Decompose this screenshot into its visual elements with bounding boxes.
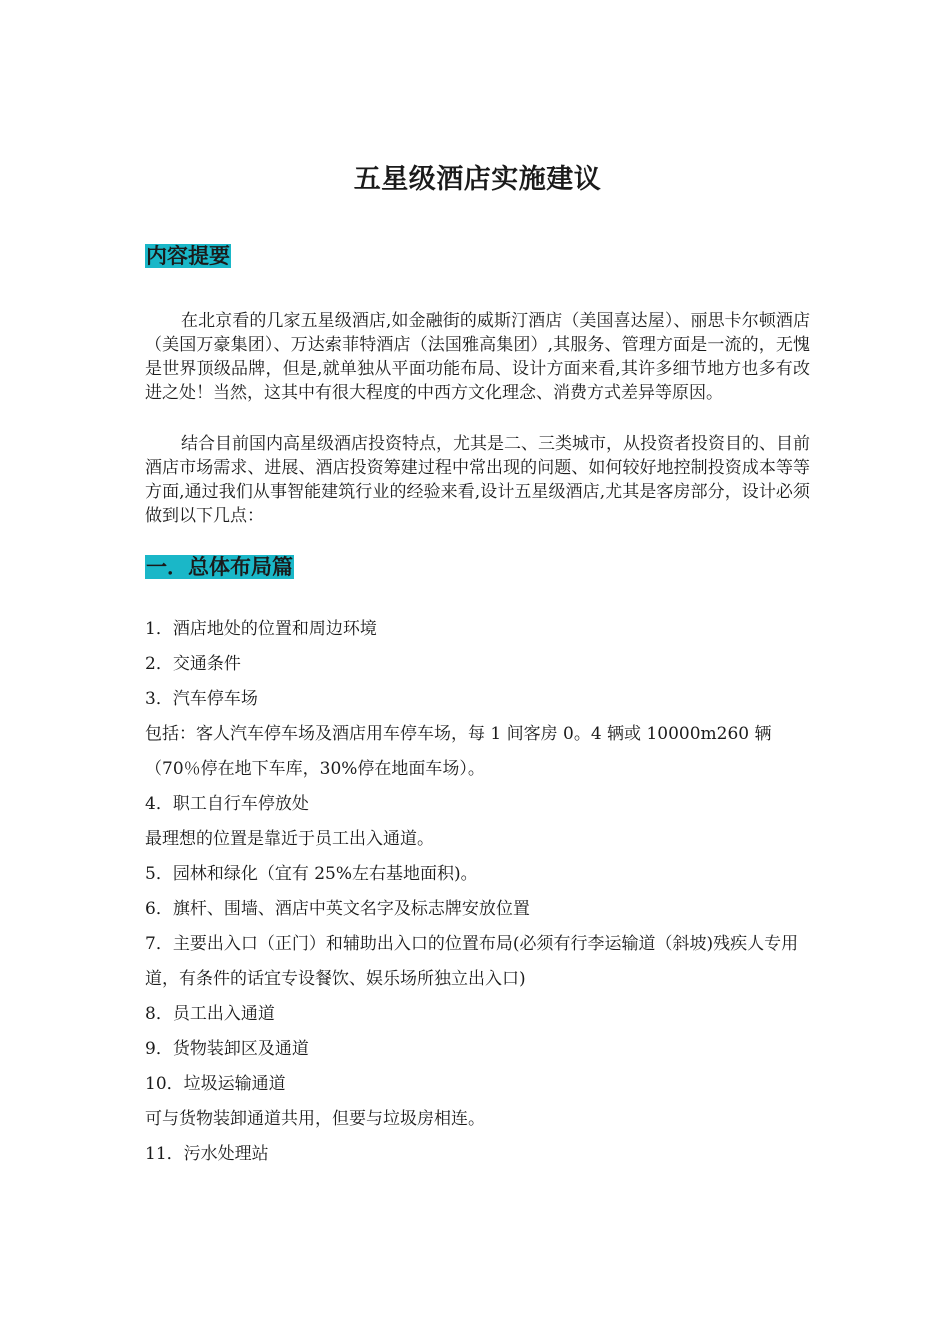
list-item: 9．货物装卸区及通道 xyxy=(145,1039,309,1059)
summary-heading: 内容提要 xyxy=(146,244,230,268)
summary-paragraph-1: 在北京看的几家五星级酒店,如金融街的威斯汀酒店（美国喜达屋）、丽思卡尔顿酒店（美国万豪集团）、万达索菲特酒店（法国雅高集团）,其服务、管理方面是一流的，无愧是世界顶级品牌，但是,就单独从平面功能布局、设计方面来看,其许多细节地方也多有改进之处！当然，这其中有很大程度的中西方文化理念、消费方式差异等原因。 xyxy=(145,311,810,403)
list-item: 2．交通条件 xyxy=(145,654,241,674)
list-item-detail: 最理想的位置是靠近于员工出入通道。 xyxy=(145,829,434,849)
document-title: 五星级酒店实施建议 xyxy=(353,164,602,195)
list-item: 5．园林和绿化（宜有 25%左右基地面积)。 xyxy=(145,864,478,884)
list-item: 7．主要出入口（正门）和辅助出入口的位置布局(必须有行李运输道（斜坡)残疾人专用道，有条件的话宜专设餐饮、娱乐场所独立出入口) xyxy=(145,934,799,989)
list-item: 6．旗杆、围墙、酒店中英文名字及标志牌安放位置 xyxy=(145,899,530,919)
layout-items-list xyxy=(145,612,810,1172)
list-item: 8．员工出入通道 xyxy=(145,1004,275,1024)
list-item: 3．汽车停车场 xyxy=(145,689,258,709)
list-item: 10．垃圾运输通道 xyxy=(145,1074,286,1094)
section-heading-overall-layout: 一．总体布局篇 xyxy=(146,555,293,579)
list-item: 1．酒店地处的位置和周边环境 xyxy=(145,619,377,639)
list-item-detail: 可与货物装卸通道共用，但要与垃圾房相连。 xyxy=(145,1109,485,1129)
summary-paragraph-2: 结合目前国内高星级酒店投资特点，尤其是二、三类城市，从投资者投资目的、目前酒店市场需求、进展、酒店投资筹建过程中常出现的问题、如何较好地控制投资成本等等方面,通过我们从事智能建筑行业的经验来看,设计五星级酒店,尤其是客房部分，设计必须做到以下几点： xyxy=(145,434,810,526)
list-item: 11．污水处理站 xyxy=(145,1144,269,1164)
list-item: 4．职工自行车停放处 xyxy=(145,794,309,814)
list-item-detail: 包括：客人汽车停车场及酒店用车停车场，每 1 间客房 0。4 辆或 10000m260 辆（70％停在地下车库，30%停在地面车场）。 xyxy=(145,724,772,779)
